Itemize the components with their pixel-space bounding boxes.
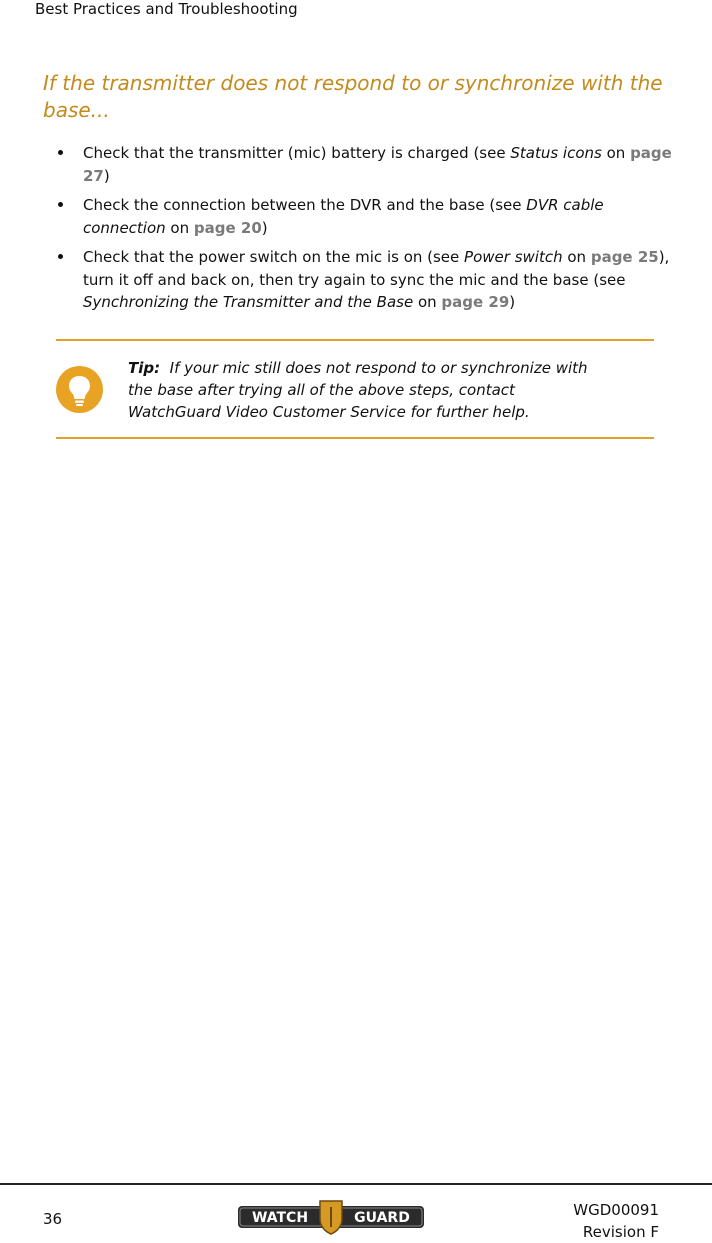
xref-title[interactable]: Synchronizing the Transmitter and the Base bbox=[83, 293, 414, 311]
list-item-text: on bbox=[165, 218, 194, 237]
bullet-icon bbox=[58, 202, 63, 207]
list-item-text: ) bbox=[103, 166, 110, 185]
list-item bbox=[58, 194, 688, 239]
logo-text-left: WATCH bbox=[251, 1210, 309, 1226]
logo-text-right: GUARD bbox=[354, 1210, 410, 1226]
list-item bbox=[58, 246, 688, 314]
tip-bottom-rule bbox=[56, 437, 654, 439]
list-item-text: Check that the power switch on the mic is on (see bbox=[83, 248, 465, 266]
bullet-icon bbox=[58, 254, 63, 259]
document-id bbox=[573, 1199, 659, 1243]
troubleshooting-list bbox=[58, 142, 688, 321]
section-heading: If the transmitter does not respond to or synchronize with the base... bbox=[43, 71, 663, 122]
lightbulb-icon bbox=[56, 366, 103, 413]
xref-title[interactable]: Power switch bbox=[464, 248, 563, 266]
bullet-icon bbox=[58, 150, 63, 155]
doc-number: WGD00091 bbox=[573, 1201, 659, 1219]
list-item-text: Check that the transmitter (mic) battery is charged (see bbox=[83, 144, 511, 162]
list-item-text: on bbox=[601, 144, 631, 162]
tip-callout bbox=[128, 357, 608, 423]
watchguard-logo bbox=[236, 1199, 426, 1235]
page-link[interactable]: page 27 bbox=[83, 144, 672, 185]
xref-title[interactable]: DVR cable connection bbox=[83, 196, 604, 237]
list-item-text: ), turn it off and back on, then try again to sync the mic and the base (see bbox=[83, 248, 670, 289]
list-item-text: on bbox=[562, 248, 591, 266]
tip-label: Tip: bbox=[128, 359, 161, 377]
page-link[interactable]: page 25 bbox=[590, 248, 659, 266]
list-item-text: ) bbox=[261, 218, 268, 237]
list-item-text: ) bbox=[509, 293, 516, 311]
doc-revision: Revision F bbox=[582, 1223, 659, 1241]
list-item bbox=[58, 142, 688, 187]
tip-body: If your mic still does not respond to or synchronize with the base after trying all of the above steps, contact WatchGuard Video Customer Service for further help. bbox=[128, 359, 588, 421]
running-header: Best Practices and Troubleshooting bbox=[35, 0, 298, 18]
list-item-text: Check the connection between the DVR and the base (see bbox=[83, 196, 527, 214]
page-link[interactable]: page 29 bbox=[441, 293, 510, 311]
page-link[interactable]: page 20 bbox=[193, 218, 262, 237]
page-number: 36 bbox=[43, 1210, 63, 1228]
tip-top-rule bbox=[56, 339, 654, 341]
xref-title[interactable]: Status icons bbox=[510, 144, 602, 162]
footer-rule bbox=[0, 1183, 712, 1185]
list-item-text: on bbox=[413, 293, 442, 311]
